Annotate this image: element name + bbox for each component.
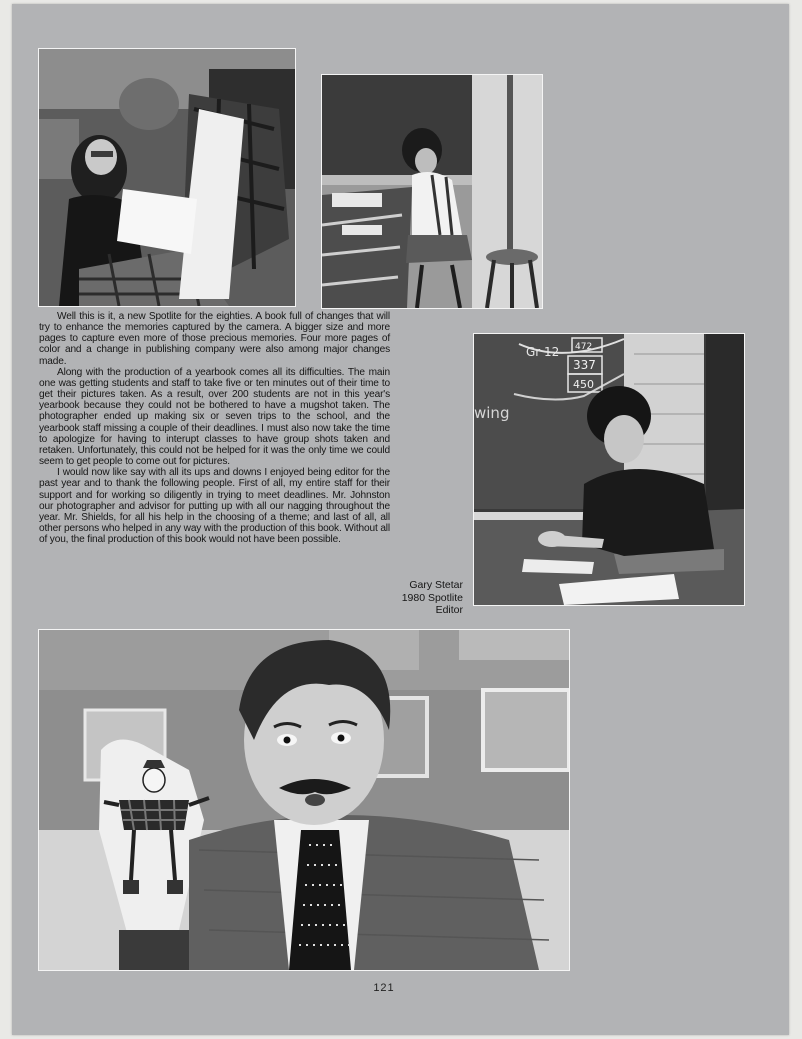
page-number: 121 [373, 982, 395, 994]
chalk-number-1: 472 [575, 342, 593, 352]
letter-paragraph-2: Along with the production of a yearbook comes all its difficulties. The main one was getting students and staff to take five or ten minutes out of their time to get their pictures taken. As a result, over 200 students are not in this year's yearbook because they could not be bothered to have a mugshot taken. The photographer ended up making six or seven trips to the school, and the yearbook staff missing a couple of their deadlines. I must also now take the time to apologize for having to interupt classes to have group shots taken and retaken. Unfortunately, this could not be helped for it was the only time we could seem to get people to come out for pictures. [39, 366, 390, 468]
letter-paragraph-1: Well this is it, a new Spotlite for the eighties. A book full of changes that will try to enhance the memories captured by the camera. A bigger size and more pages to capture even more of those precious memories. Four more pages of color and a change in publishing company were also among major changes made. [39, 311, 390, 367]
chalk-grade-label: Gr 12 [526, 345, 560, 359]
editors-letter [39, 311, 390, 545]
chalk-number-2: 337 [573, 358, 596, 372]
photo-editor-at-desk [473, 333, 745, 606]
editor-title: Editor [435, 604, 463, 616]
chalk-left-word: wing [474, 404, 510, 422]
yearbook-page [12, 4, 789, 1035]
editor-role: 1980 Spotlite [401, 591, 463, 604]
letter-paragraph-3: I would now like say with all its ups and downs I enjoyed being editor for the past year and to thank the following people. First of all, my entire staff for their support and for working so diligently in trying to meet deadlines. Mr. Johnston our photographer and advisor for putting up with all our nagging throughout the year. Mr. Shields, for all his help in the choosing of a theme; and last of all, all other persons who helped in any way with the production of this book. Without all of you, the final production of this book would not have been possible. [39, 467, 390, 546]
chalk-number-3: 450 [573, 378, 594, 391]
photo-girl-at-desk [321, 74, 543, 309]
editor-name: Gary Stetar [409, 579, 463, 591]
photo-students-with-paper [38, 48, 296, 307]
photo-teacher-with-puppet [38, 629, 570, 971]
editor-signature [390, 579, 463, 617]
